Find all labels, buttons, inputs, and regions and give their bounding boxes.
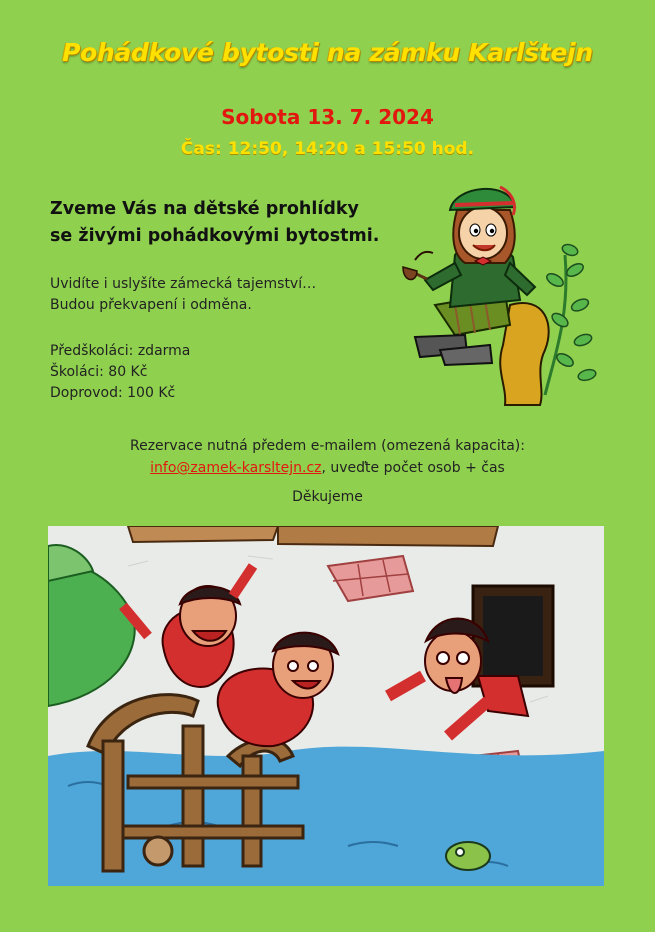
email-link[interactable]: info@zamek-karsltejn.cz bbox=[150, 460, 322, 476]
price-preschool: Předškoláci: zdarma bbox=[50, 343, 191, 359]
invitation-line-1: Zveme Vás na dětské prohlídky bbox=[50, 199, 359, 219]
reservation-info bbox=[0, 435, 655, 479]
hunter-illustration bbox=[395, 175, 610, 407]
price-school: Školáci: 80 Kč bbox=[50, 364, 148, 380]
teaser-text bbox=[50, 274, 380, 316]
price-list bbox=[50, 341, 380, 404]
invitation-heading bbox=[50, 196, 410, 250]
event-times: Čas: 12:50, 14:20 a 15:50 hod. bbox=[180, 139, 475, 159]
teaser-line-1: Uvidíte i uslyšíte zámecká tajemství… bbox=[50, 276, 317, 292]
teaser-line-2: Budou překvapení i odměna. bbox=[50, 297, 252, 313]
devils-at-waterwheel-illustration bbox=[48, 526, 604, 886]
invitation-line-2: se živými pohádkovými bytostmi. bbox=[50, 226, 380, 246]
reservation-line-1: Rezervace nutná předem e-mailem (omezená kapacita): bbox=[130, 438, 525, 454]
thanks-text: Děkujeme bbox=[292, 489, 363, 505]
reservation-line-2 bbox=[0, 457, 655, 479]
event-date: Sobota 13. 7. 2024 bbox=[221, 105, 434, 129]
poster-title: Pohádkové bytosti na zámku Karlštejn bbox=[62, 38, 593, 67]
reservation-note: , uveďte počet osob + čas bbox=[321, 460, 505, 476]
price-escort: Doprovod: 100 Kč bbox=[50, 385, 176, 401]
